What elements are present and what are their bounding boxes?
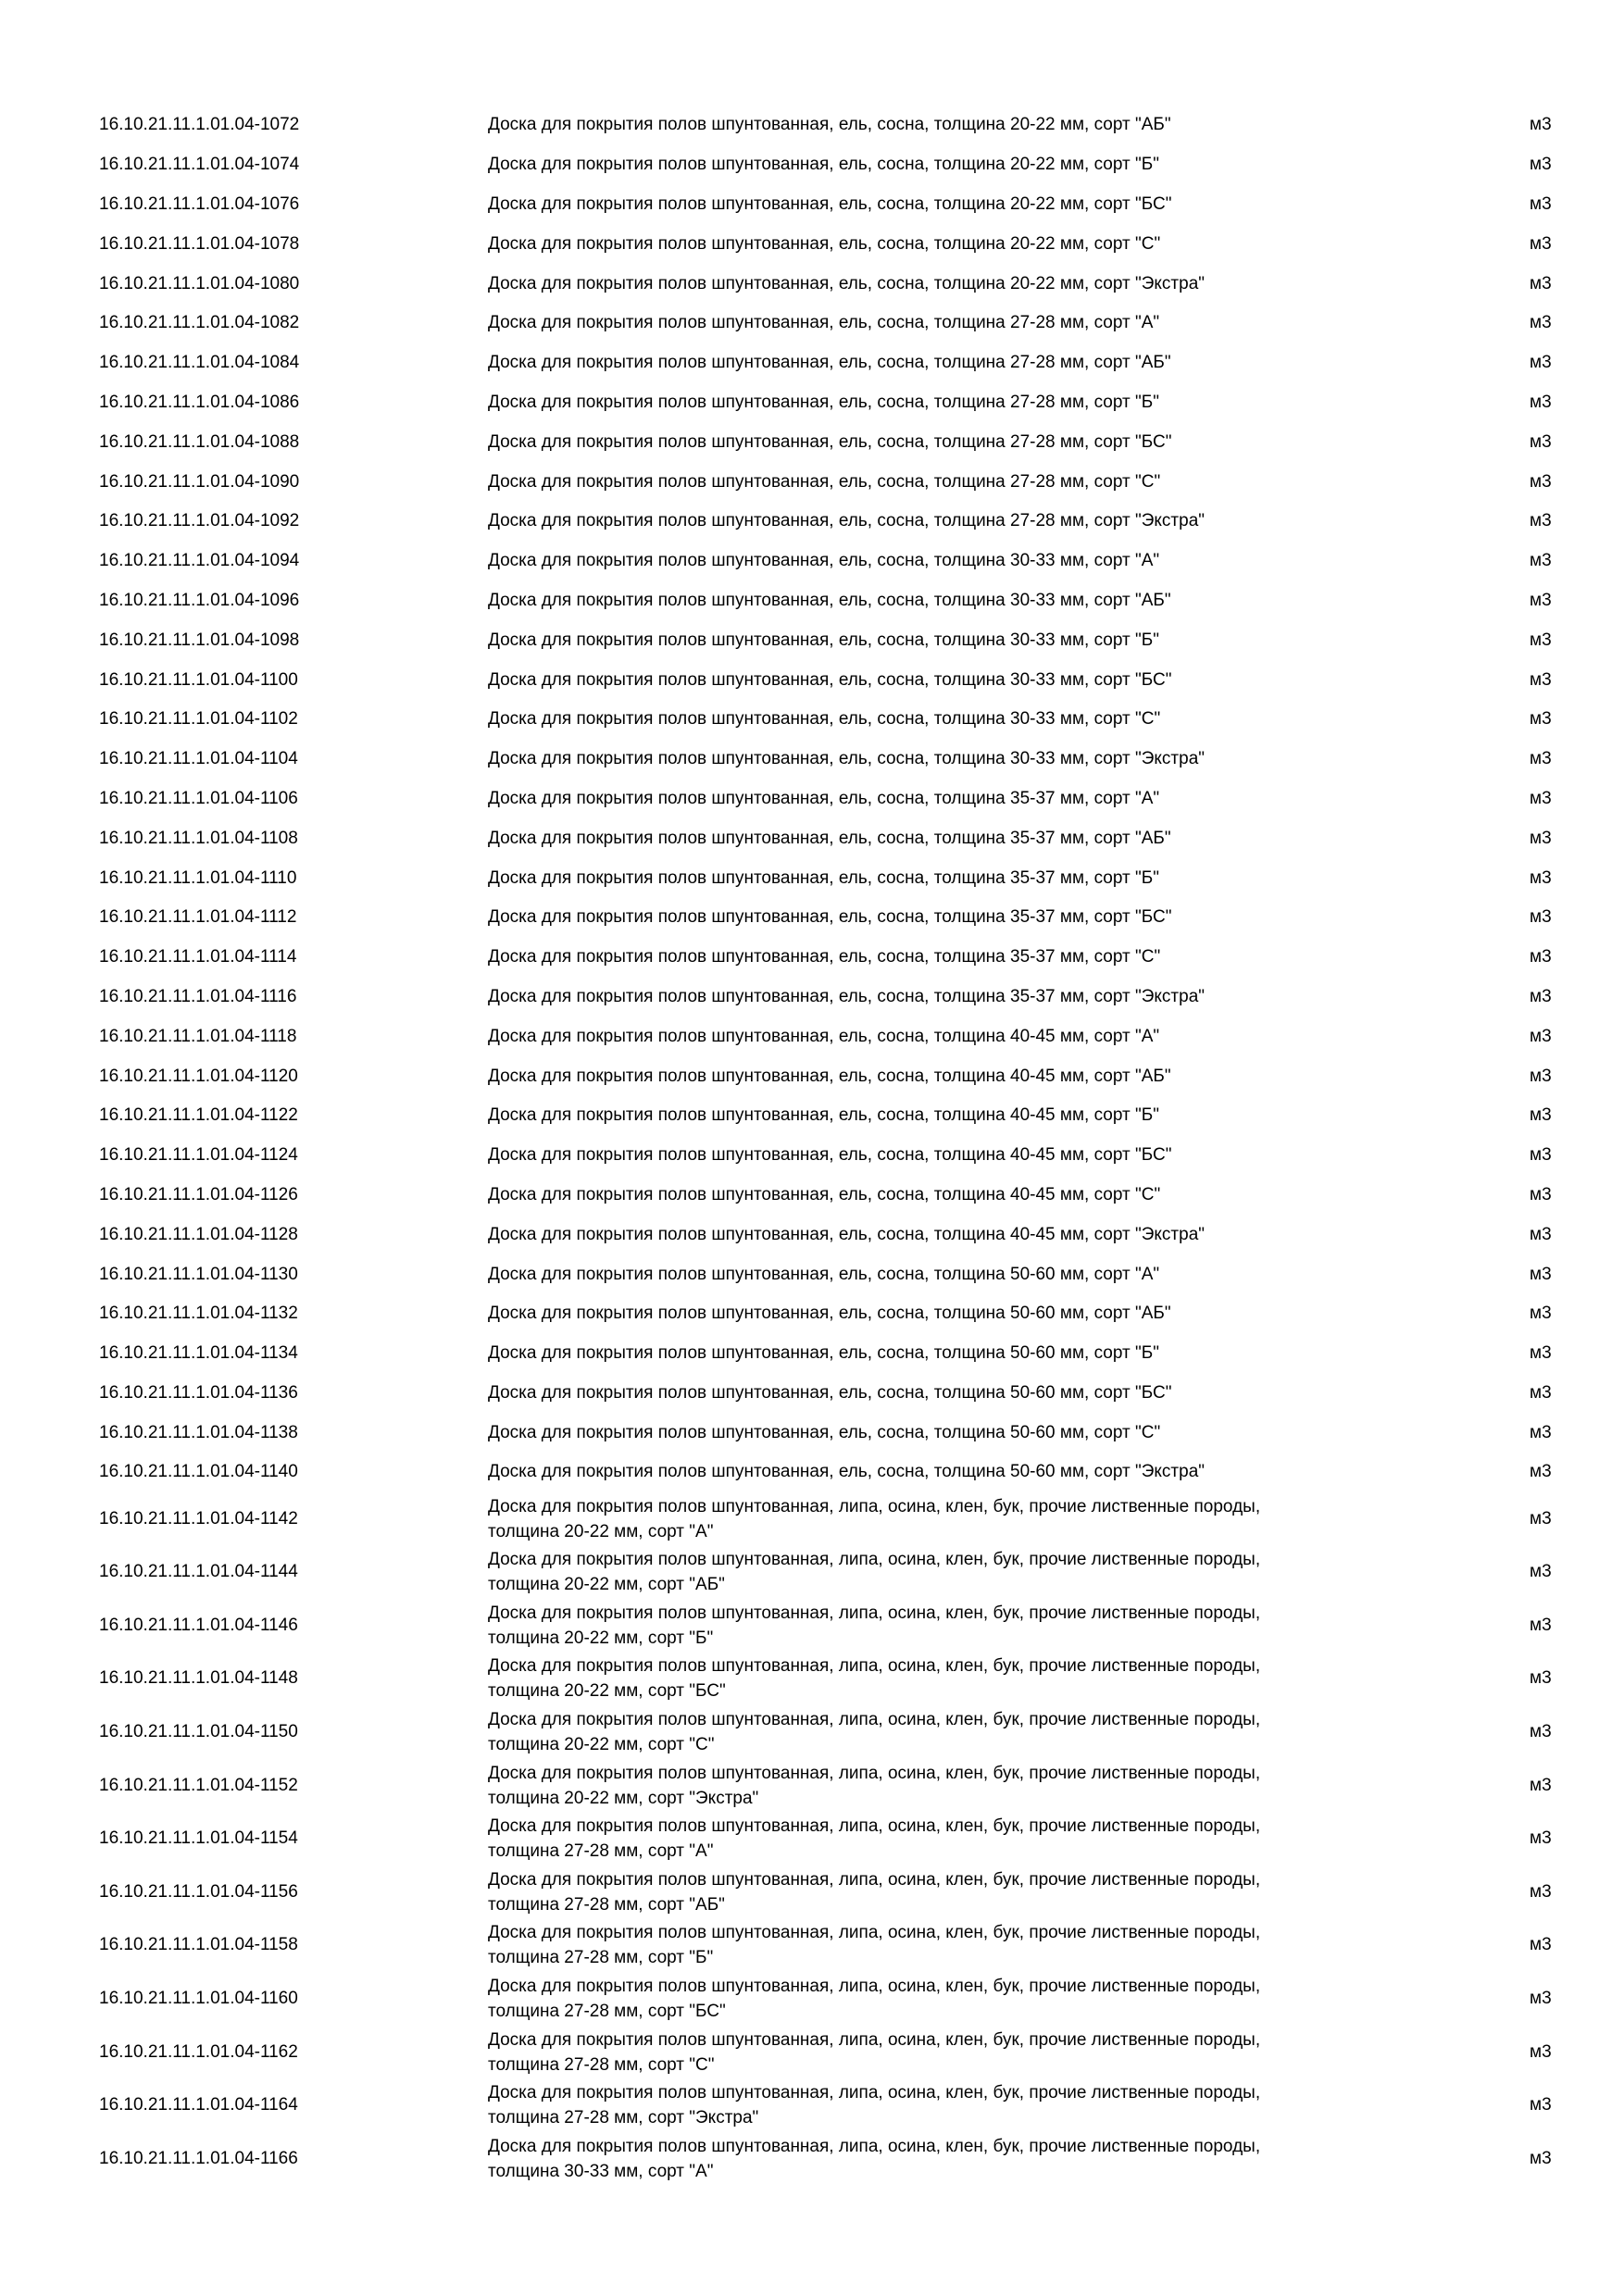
item-unit: м3 bbox=[1530, 1422, 1552, 1442]
item-code: 16.10.21.11.1.01.04-1072 bbox=[99, 115, 300, 135]
table-row bbox=[0, 106, 1624, 145]
item-code: 16.10.21.11.1.01.04-1106 bbox=[99, 788, 298, 808]
item-code: 16.10.21.11.1.01.04-1096 bbox=[99, 590, 300, 610]
item-unit: м3 bbox=[1530, 828, 1552, 848]
item-name-line-1: Доска для покрытия полов шпунтованная, липа, осина, клен, бук, прочие лиственные породы, bbox=[488, 1603, 1261, 1623]
item-name: Доска для покрытия полов шпунтованная, ель, сосна, толщина 27-28 мм, сорт "АБ" bbox=[488, 353, 1171, 373]
item-name: Доска для покрытия полов шпунтованная, ель, сосна, толщина 50-60 мм, сорт "АБ" bbox=[488, 1304, 1171, 1324]
item-name-line-2: толщина 20-22 мм, сорт "С" bbox=[488, 1735, 715, 1755]
materials-table-body bbox=[0, 106, 1624, 2186]
table-row bbox=[0, 818, 1624, 858]
item-code: 16.10.21.11.1.01.04-1086 bbox=[99, 392, 300, 412]
item-name-line-2: толщина 27-28 мм, сорт "С" bbox=[488, 2054, 715, 2075]
item-code: 16.10.21.11.1.01.04-1140 bbox=[99, 1462, 298, 1482]
item-name: Доска для покрытия полов шпунтованная, ель, сосна, толщина 30-33 мм, сорт "Экстра" bbox=[488, 749, 1205, 769]
table-row bbox=[0, 1136, 1624, 1176]
table-row bbox=[0, 422, 1624, 462]
item-unit: м3 bbox=[1530, 1066, 1552, 1086]
item-name: Доска для покрытия полов шпунтованная, ель, сосна, толщина 40-45 мм, сорт "Экстра" bbox=[488, 1224, 1205, 1244]
item-name: Доска для покрытия полов шпунтованная, ель, сосна, толщина 35-37 мм, сорт "АБ" bbox=[488, 828, 1171, 848]
item-name: Доска для покрытия полов шпунтованная, ель, сосна, толщина 35-37 мм, сорт "С" bbox=[488, 947, 1161, 967]
table-row bbox=[0, 502, 1624, 542]
table-row bbox=[0, 660, 1624, 700]
table-row bbox=[0, 620, 1624, 660]
table-row bbox=[0, 185, 1624, 225]
item-code: 16.10.21.11.1.01.04-1136 bbox=[99, 1382, 298, 1403]
table-row bbox=[0, 740, 1624, 780]
table-row bbox=[0, 898, 1624, 938]
table-row bbox=[0, 2078, 1624, 2132]
item-name-line-1: Доска для покрытия полов шпунтованная, липа, осина, клен, бук, прочие лиственные породы, bbox=[488, 2029, 1261, 2050]
item-unit: м3 bbox=[1530, 1668, 1552, 1689]
item-code: 16.10.21.11.1.01.04-1164 bbox=[99, 2095, 298, 2115]
table-row bbox=[0, 1545, 1624, 1599]
item-name: Доска для покрытия полов шпунтованная, ель, сосна, толщина 30-33 мм, сорт "АБ" bbox=[488, 590, 1171, 610]
item-code: 16.10.21.11.1.01.04-1112 bbox=[99, 907, 297, 928]
item-unit: м3 bbox=[1530, 590, 1552, 610]
item-name-line-2: толщина 20-22 мм, сорт "АБ" bbox=[488, 1575, 725, 1595]
item-name: Доска для покрытия полов шпунтованная, ель, сосна, толщина 20-22 мм, сорт "АБ" bbox=[488, 115, 1171, 135]
item-name: Доска для покрытия полов шпунтованная, ель, сосна, толщина 30-33 мм, сорт "А" bbox=[488, 551, 1160, 571]
table-row bbox=[0, 542, 1624, 581]
item-code: 16.10.21.11.1.01.04-1102 bbox=[99, 709, 298, 730]
item-code: 16.10.21.11.1.01.04-1118 bbox=[99, 1026, 297, 1046]
item-name bbox=[389, 2026, 1518, 2079]
item-name-line-1: Доска для покрытия полов шпунтованная, липа, осина, клен, бук, прочие лиственные породы, bbox=[488, 2136, 1261, 2156]
item-unit: м3 bbox=[1530, 551, 1552, 571]
table-row bbox=[0, 938, 1624, 978]
table-row bbox=[0, 1254, 1624, 1294]
table-row bbox=[0, 1176, 1624, 1216]
item-unit: м3 bbox=[1530, 1562, 1552, 1582]
item-code: 16.10.21.11.1.01.04-1156 bbox=[99, 1881, 298, 1902]
item-name: Доска для покрытия полов шпунтованная, ель, сосна, толщина 35-37 мм, сорт "БС" bbox=[488, 907, 1172, 928]
item-name-line-2: толщина 27-28 мм, сорт "БС" bbox=[488, 2002, 726, 2022]
item-name: Доска для покрытия полов шпунтованная, ель, сосна, толщина 40-45 мм, сорт "АБ" bbox=[488, 1066, 1171, 1086]
item-name bbox=[389, 1919, 1518, 1973]
item-unit: м3 bbox=[1530, 1935, 1552, 1955]
table-row bbox=[0, 978, 1624, 1017]
item-name bbox=[389, 1866, 1518, 1919]
item-name-line-1: Доска для покрытия полов шпунтованная, липа, осина, клен, бук, прочие лиственные породы, bbox=[488, 1977, 1261, 1997]
item-name bbox=[389, 2132, 1518, 2186]
item-name-line-2: толщина 20-22 мм, сорт "Б" bbox=[488, 1628, 714, 1648]
item-code: 16.10.21.11.1.01.04-1092 bbox=[99, 511, 300, 531]
item-name bbox=[389, 1705, 1518, 1759]
item-name: Доска для покрытия полов шпунтованная, ель, сосна, толщина 35-37 мм, сорт "Экстра" bbox=[488, 986, 1205, 1006]
table-row bbox=[0, 700, 1624, 740]
item-code: 16.10.21.11.1.01.04-1104 bbox=[99, 749, 298, 769]
item-unit: м3 bbox=[1530, 1382, 1552, 1403]
item-name: Доска для покрытия полов шпунтованная, ель, сосна, толщина 27-28 мм, сорт "Б" bbox=[488, 392, 1159, 412]
item-unit: м3 bbox=[1530, 313, 1552, 333]
item-unit: м3 bbox=[1530, 1722, 1552, 1742]
table-row bbox=[0, 1453, 1624, 1492]
item-unit: м3 bbox=[1530, 431, 1552, 452]
item-code: 16.10.21.11.1.01.04-1128 bbox=[99, 1224, 298, 1244]
item-code: 16.10.21.11.1.01.04-1134 bbox=[99, 1343, 298, 1364]
item-unit: м3 bbox=[1530, 1462, 1552, 1482]
item-unit: м3 bbox=[1530, 1304, 1552, 1324]
item-code: 16.10.21.11.1.01.04-1098 bbox=[99, 630, 300, 650]
table-row bbox=[0, 1972, 1624, 2026]
item-code: 16.10.21.11.1.01.04-1076 bbox=[99, 193, 300, 214]
item-name: Доска для покрытия полов шпунтованная, ель, сосна, толщина 30-33 мм, сорт "С" bbox=[488, 709, 1161, 730]
table-row bbox=[0, 1599, 1624, 1653]
item-code: 16.10.21.11.1.01.04-1154 bbox=[99, 1828, 298, 1849]
item-name: Доска для покрытия полов шпунтованная, ель, сосна, толщина 50-60 мм, сорт "С" bbox=[488, 1422, 1161, 1442]
item-code: 16.10.21.11.1.01.04-1146 bbox=[99, 1615, 298, 1635]
table-row bbox=[0, 1096, 1624, 1136]
item-code: 16.10.21.11.1.01.04-1114 bbox=[99, 947, 297, 967]
item-code: 16.10.21.11.1.01.04-1080 bbox=[99, 273, 300, 293]
item-name bbox=[389, 2078, 1518, 2132]
item-name bbox=[389, 1972, 1518, 2026]
item-name bbox=[389, 1492, 1518, 1546]
item-name-line-2: толщина 27-28 мм, сорт "А" bbox=[488, 1841, 714, 1862]
item-name: Доска для покрытия полов шпунтованная, ель, сосна, толщина 50-60 мм, сорт "БС" bbox=[488, 1382, 1172, 1403]
item-name bbox=[389, 1812, 1518, 1866]
item-unit: м3 bbox=[1530, 1828, 1552, 1849]
item-unit: м3 bbox=[1530, 115, 1552, 135]
item-unit: м3 bbox=[1530, 1105, 1552, 1126]
item-name: Доска для покрытия полов шпунтованная, ель, сосна, толщина 27-28 мм, сорт "А" bbox=[488, 313, 1160, 333]
item-code: 16.10.21.11.1.01.04-1122 bbox=[99, 1105, 298, 1126]
item-unit: м3 bbox=[1530, 155, 1552, 175]
item-name: Доска для покрытия полов шпунтованная, ель, сосна, толщина 30-33 мм, сорт "БС" bbox=[488, 669, 1172, 690]
item-unit: м3 bbox=[1530, 1026, 1552, 1046]
table-row bbox=[0, 343, 1624, 383]
item-name-line-2: толщина 27-28 мм, сорт "Экстра" bbox=[488, 2108, 759, 2128]
table-row bbox=[0, 1413, 1624, 1453]
item-name-line-1: Доска для покрытия полов шпунтованная, липа, осина, клен, бук, прочие лиственные породы, bbox=[488, 2083, 1261, 2103]
item-name-line-2: толщина 20-22 мм, сорт "БС" bbox=[488, 1681, 726, 1702]
item-unit: м3 bbox=[1530, 1145, 1552, 1166]
item-code: 16.10.21.11.1.01.04-1108 bbox=[99, 828, 298, 848]
item-unit: м3 bbox=[1530, 273, 1552, 293]
item-name: Доска для покрытия полов шпунтованная, ель, сосна, толщина 50-60 мм, сорт "Экстра" bbox=[488, 1462, 1205, 1482]
table-row bbox=[0, 780, 1624, 819]
item-name-line-2: толщина 20-22 мм, сорт "А" bbox=[488, 1521, 714, 1541]
item-code: 16.10.21.11.1.01.04-1116 bbox=[99, 986, 297, 1006]
item-code: 16.10.21.11.1.01.04-1126 bbox=[99, 1184, 298, 1204]
item-name bbox=[389, 1653, 1518, 1706]
table-row bbox=[0, 383, 1624, 423]
item-code: 16.10.21.11.1.01.04-1124 bbox=[99, 1145, 298, 1166]
item-name-line-1: Доска для покрытия полов шпунтованная, липа, осина, клен, бук, прочие лиственные породы, bbox=[488, 1496, 1261, 1516]
item-code: 16.10.21.11.1.01.04-1150 bbox=[99, 1722, 298, 1742]
table-row bbox=[0, 1294, 1624, 1334]
item-name: Доска для покрытия полов шпунтованная, ель, сосна, толщина 40-45 мм, сорт "С" bbox=[488, 1184, 1161, 1204]
table-row bbox=[0, 1759, 1624, 1813]
item-code: 16.10.21.11.1.01.04-1074 bbox=[99, 155, 300, 175]
item-name: Доска для покрытия полов шпунтованная, ель, сосна, толщина 35-37 мм, сорт "Б" bbox=[488, 867, 1159, 888]
item-code: 16.10.21.11.1.01.04-1160 bbox=[99, 1989, 298, 2009]
item-code: 16.10.21.11.1.01.04-1082 bbox=[99, 313, 300, 333]
item-unit: м3 bbox=[1530, 1775, 1552, 1795]
item-name bbox=[389, 1759, 1518, 1813]
item-name-line-1: Доска для покрытия полов шпунтованная, липа, осина, клен, бук, прочие лиственные породы, bbox=[488, 1869, 1261, 1890]
item-code: 16.10.21.11.1.01.04-1110 bbox=[99, 867, 297, 888]
item-code: 16.10.21.11.1.01.04-1162 bbox=[99, 2041, 298, 2062]
item-code: 16.10.21.11.1.01.04-1094 bbox=[99, 551, 300, 571]
item-unit: м3 bbox=[1530, 749, 1552, 769]
table-row bbox=[0, 304, 1624, 343]
item-name-line-1: Доска для покрытия полов шпунтованная, липа, осина, клен, бук, прочие лиственные породы, bbox=[488, 1763, 1261, 1783]
item-unit: м3 bbox=[1530, 1989, 1552, 2009]
item-code: 16.10.21.11.1.01.04-1100 bbox=[99, 669, 298, 690]
item-unit: м3 bbox=[1530, 907, 1552, 928]
item-unit: м3 bbox=[1530, 986, 1552, 1006]
item-code: 16.10.21.11.1.01.04-1132 bbox=[99, 1304, 298, 1324]
item-unit: м3 bbox=[1530, 2041, 1552, 2062]
item-unit: м3 bbox=[1530, 1343, 1552, 1364]
item-name: Доска для покрытия полов шпунтованная, ель, сосна, толщина 35-37 мм, сорт "А" bbox=[488, 788, 1160, 808]
item-name: Доска для покрытия полов шпунтованная, ель, сосна, толщина 27-28 мм, сорт "Экстра" bbox=[488, 511, 1205, 531]
table-row bbox=[0, 462, 1624, 502]
table-row bbox=[0, 1056, 1624, 1096]
item-unit: м3 bbox=[1530, 1881, 1552, 1902]
item-name bbox=[389, 1599, 1518, 1653]
item-name: Доска для покрытия полов шпунтованная, ель, сосна, толщина 27-28 мм, сорт "С" bbox=[488, 471, 1161, 492]
item-code: 16.10.21.11.1.01.04-1078 bbox=[99, 233, 300, 254]
item-name: Доска для покрытия полов шпунтованная, ель, сосна, толщина 40-45 мм, сорт "А" bbox=[488, 1026, 1160, 1046]
item-name bbox=[389, 1545, 1518, 1599]
item-unit: м3 bbox=[1530, 2148, 1552, 2168]
item-name-line-2: толщина 27-28 мм, сорт "Б" bbox=[488, 1948, 714, 1968]
item-unit: м3 bbox=[1530, 788, 1552, 808]
item-name-line-1: Доска для покрытия полов шпунтованная, липа, осина, клен, бук, прочие лиственные породы, bbox=[488, 1710, 1261, 1730]
item-code: 16.10.21.11.1.01.04-1084 bbox=[99, 353, 300, 373]
table-row bbox=[0, 581, 1624, 621]
item-unit: м3 bbox=[1530, 471, 1552, 492]
item-code: 16.10.21.11.1.01.04-1088 bbox=[99, 431, 300, 452]
item-unit: м3 bbox=[1530, 511, 1552, 531]
table-row bbox=[0, 145, 1624, 185]
table-row bbox=[0, 224, 1624, 264]
item-code: 16.10.21.11.1.01.04-1142 bbox=[99, 1508, 298, 1529]
item-unit: м3 bbox=[1530, 233, 1552, 254]
item-unit: м3 bbox=[1530, 1615, 1552, 1635]
item-code: 16.10.21.11.1.01.04-1130 bbox=[99, 1264, 298, 1284]
item-code: 16.10.21.11.1.01.04-1120 bbox=[99, 1066, 298, 1086]
item-unit: м3 bbox=[1530, 630, 1552, 650]
item-code: 16.10.21.11.1.01.04-1148 bbox=[99, 1668, 298, 1689]
table-row bbox=[0, 1866, 1624, 1919]
item-unit: м3 bbox=[1530, 1224, 1552, 1244]
item-unit: м3 bbox=[1530, 669, 1552, 690]
item-unit: м3 bbox=[1530, 193, 1552, 214]
item-name: Доска для покрытия полов шпунтованная, ель, сосна, толщина 20-22 мм, сорт "С" bbox=[488, 233, 1161, 254]
item-name: Доска для покрытия полов шпунтованная, ель, сосна, толщина 40-45 мм, сорт "Б" bbox=[488, 1105, 1159, 1126]
item-code: 16.10.21.11.1.01.04-1152 bbox=[99, 1775, 298, 1795]
item-name: Доска для покрытия полов шпунтованная, ель, сосна, толщина 27-28 мм, сорт "БС" bbox=[488, 431, 1172, 452]
materials-table bbox=[0, 106, 1624, 2186]
item-name: Доска для покрытия полов шпунтованная, ель, сосна, толщина 40-45 мм, сорт "БС" bbox=[488, 1145, 1172, 1166]
table-row bbox=[0, 1705, 1624, 1759]
item-name-line-1: Доска для покрытия полов шпунтованная, липа, осина, клен, бук, прочие лиственные породы, bbox=[488, 1923, 1261, 1943]
item-unit: м3 bbox=[1530, 709, 1552, 730]
item-name: Доска для покрытия полов шпунтованная, ель, сосна, толщина 20-22 мм, сорт "Б" bbox=[488, 155, 1159, 175]
item-unit: м3 bbox=[1530, 2095, 1552, 2115]
item-unit: м3 bbox=[1530, 1264, 1552, 1284]
item-unit: м3 bbox=[1530, 947, 1552, 967]
item-name-line-1: Доска для покрытия полов шпунтованная, липа, осина, клен, бук, прочие лиственные породы, bbox=[488, 1550, 1261, 1570]
table-row bbox=[0, 2132, 1624, 2186]
item-name: Доска для покрытия полов шпунтованная, ель, сосна, толщина 30-33 мм, сорт "Б" bbox=[488, 630, 1159, 650]
table-row bbox=[0, 1334, 1624, 1374]
item-name: Доска для покрытия полов шпунтованная, ель, сосна, толщина 50-60 мм, сорт "А" bbox=[488, 1264, 1160, 1284]
table-row bbox=[0, 1492, 1624, 1546]
item-name: Доска для покрытия полов шпунтованная, ель, сосна, толщина 50-60 мм, сорт "Б" bbox=[488, 1343, 1159, 1364]
item-name-line-2: толщина 20-22 мм, сорт "Экстра" bbox=[488, 1788, 759, 1808]
table-row bbox=[0, 1653, 1624, 1706]
table-row bbox=[0, 1374, 1624, 1414]
item-name: Доска для покрытия полов шпунтованная, ель, сосна, толщина 20-22 мм, сорт "БС" bbox=[488, 193, 1172, 214]
table-row bbox=[0, 858, 1624, 898]
table-row bbox=[0, 1017, 1624, 1056]
item-unit: м3 bbox=[1530, 353, 1552, 373]
item-code: 16.10.21.11.1.01.04-1158 bbox=[99, 1935, 298, 1955]
item-name-line-2: толщина 27-28 мм, сорт "АБ" bbox=[488, 1894, 725, 1915]
item-name: Доска для покрытия полов шпунтованная, ель, сосна, толщина 20-22 мм, сорт "Экстра" bbox=[488, 273, 1205, 293]
item-unit: м3 bbox=[1530, 867, 1552, 888]
table-row bbox=[0, 1215, 1624, 1254]
item-code: 16.10.21.11.1.01.04-1144 bbox=[99, 1562, 298, 1582]
item-name-line-1: Доска для покрытия полов шпунтованная, липа, осина, клен, бук, прочие лиственные породы, bbox=[488, 1816, 1261, 1837]
item-unit: м3 bbox=[1530, 392, 1552, 412]
item-code: 16.10.21.11.1.01.04-1090 bbox=[99, 471, 300, 492]
item-unit: м3 bbox=[1530, 1508, 1552, 1529]
table-row bbox=[0, 1919, 1624, 1973]
item-code: 16.10.21.11.1.01.04-1138 bbox=[99, 1422, 298, 1442]
item-code: 16.10.21.11.1.01.04-1166 bbox=[99, 2148, 298, 2168]
table-row bbox=[0, 2026, 1624, 2079]
table-row bbox=[0, 1812, 1624, 1866]
table-row bbox=[0, 264, 1624, 304]
item-unit: м3 bbox=[1530, 1184, 1552, 1204]
item-name-line-2: толщина 30-33 мм, сорт "А" bbox=[488, 2161, 714, 2181]
item-name-line-1: Доска для покрытия полов шпунтованная, липа, осина, клен, бук, прочие лиственные породы, bbox=[488, 1656, 1261, 1677]
